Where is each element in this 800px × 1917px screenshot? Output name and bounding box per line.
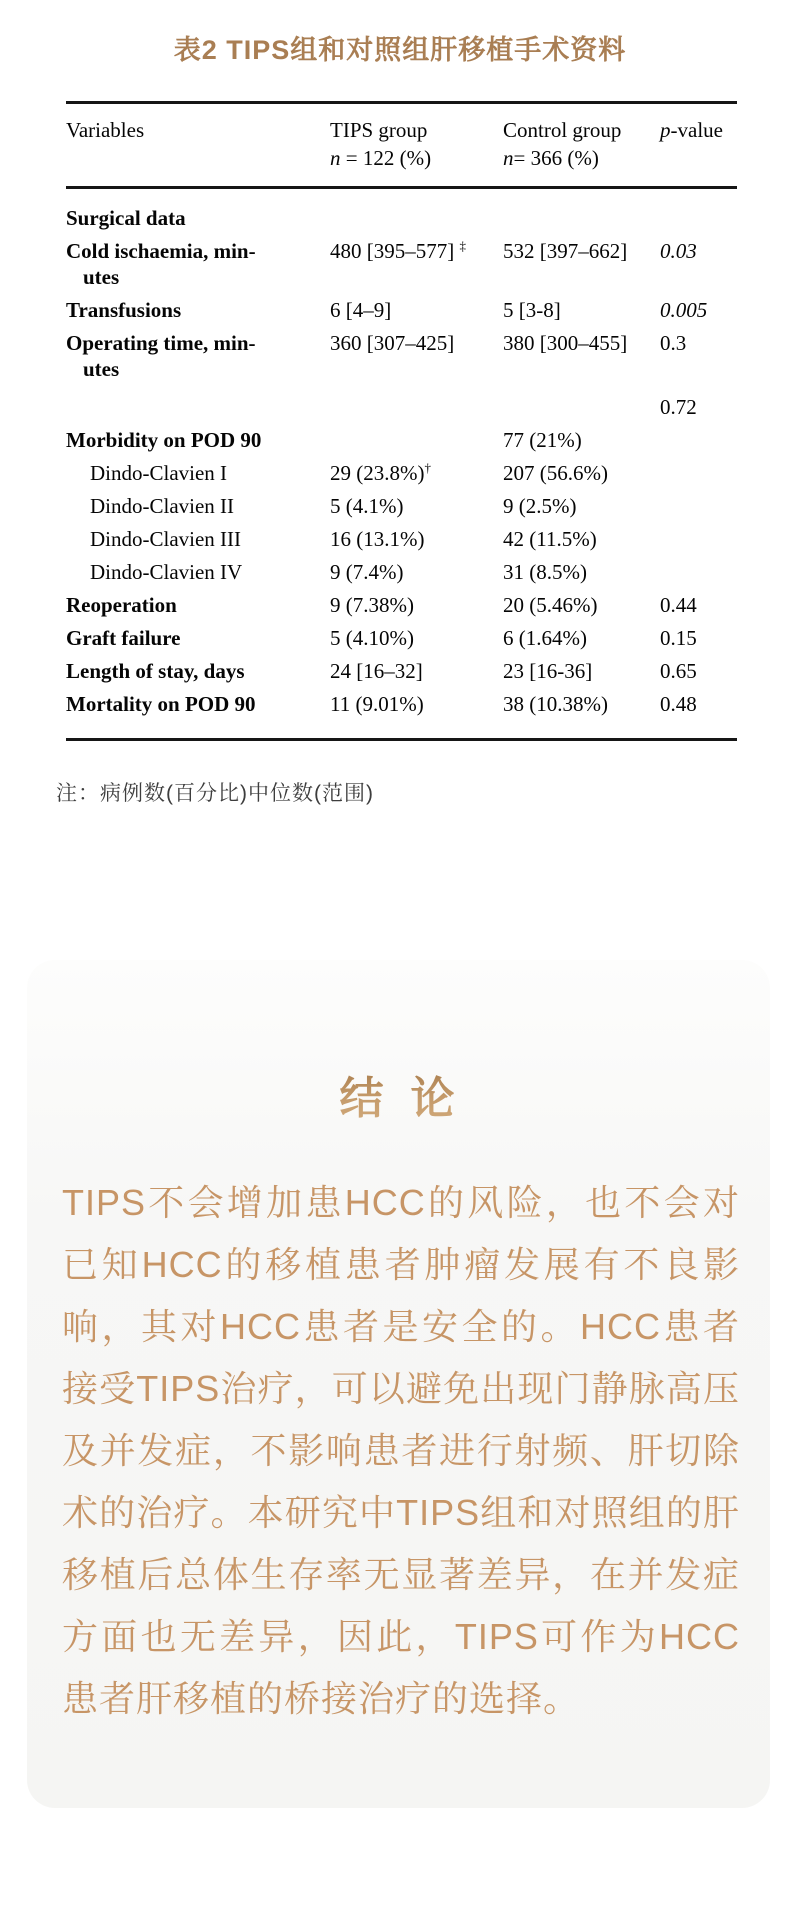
row-label-line1: Cold ischaemia, min- (66, 239, 256, 263)
row-control-value: 207 (56.6%) (503, 461, 608, 485)
row-p-value: 0.15 (660, 626, 697, 650)
header-control-n (503, 144, 660, 172)
row-label-line2: utes (83, 357, 120, 381)
row-tips-value: 5 (4.1%) (330, 494, 404, 518)
row-label: Dindo-Clavien II (90, 494, 235, 518)
row-label: Transfusions (66, 298, 182, 322)
header-control-n-symbol: n (503, 146, 514, 170)
table-row (66, 658, 737, 684)
conclusion-panel (27, 960, 770, 1808)
table-row (66, 592, 737, 618)
row-control-value: 20 (5.46%) (503, 593, 598, 617)
table-bottom-rule (66, 738, 737, 741)
row-tips-value: 6 [4–9] (330, 298, 392, 322)
row-label: Dindo-Clavien IV (90, 560, 243, 584)
header-tips-n-symbol: n (330, 146, 341, 170)
row-p-value: 0.48 (660, 692, 697, 716)
conclusion-heading: 结 论 (62, 1062, 740, 1126)
table-row (66, 493, 737, 519)
table-row (66, 427, 737, 453)
row-control-value: 6 (1.64%) (503, 626, 587, 650)
row-p-value: 0.005 (660, 298, 708, 322)
header-tips-group-label: TIPS group (330, 118, 428, 142)
row-control-value: 38 (10.38%) (503, 692, 608, 716)
row-label: Dindo-Clavien I (90, 461, 228, 485)
row-control-value: 31 (8.5%) (503, 560, 587, 584)
header-tips-group (330, 116, 503, 172)
row-control-value: 9 (2.5%) (503, 494, 577, 518)
header-p-value (660, 116, 737, 144)
row-tips-value: 29 (23.8%)† (330, 460, 431, 485)
row-label: Surgical data (66, 206, 186, 230)
header-variables: Variables (66, 118, 145, 142)
header-tips-n (330, 144, 503, 172)
row-tips-value: 24 [16–32] (330, 659, 423, 683)
table-row (66, 394, 737, 420)
row-p-value: 0.44 (660, 593, 697, 617)
row-label (66, 330, 330, 382)
table-row (66, 559, 737, 585)
row-control-value: 42 (11.5%) (503, 527, 597, 551)
table-row (66, 330, 737, 382)
table-footnote: 注：病例数(百分比)中位数(范围) (56, 782, 374, 805)
page-title: 表2 TIPS组和对照组肝移植手术资料 (173, 35, 627, 65)
row-label: Length of stay, days (66, 659, 245, 683)
row-tips-value: 480 [395–577] ‡ (330, 238, 466, 263)
table-row (66, 460, 737, 486)
row-control-value: 5 [3-8] (503, 298, 561, 322)
conclusion-paragraph: TIPS不会增加患HCC的风险，也不会对已知HCC的移植患者肿瘤发展有不良影响，其对HCC患者是安全的。HCC患者接受TIPS治疗，可以避免出现门静脉高压及并发症，不影响患者进行射频、肝切除术的治疗。本研究中TIPS组和对照组的肝移植后总体生存率无显著差异，在并发症方面也无差异，因此，TIPS可作为HCC患者肝移植的桥接治疗的选择。 (62, 1182, 740, 1719)
header-tips-n-count: = 122 (%) (340, 146, 432, 170)
row-control-value: 23 [16-36] (503, 659, 593, 683)
row-label-line1: Operating time, min- (66, 331, 256, 355)
row-p-value: 0.03 (660, 239, 697, 263)
row-tips-value: 16 (13.1%) (330, 527, 425, 551)
row-label (66, 238, 330, 290)
header-p-rest: -value (670, 118, 723, 142)
surgical-data-table (66, 101, 737, 741)
row-label-line2: utes (83, 265, 120, 289)
row-tips-value: 360 [307–425] (330, 331, 455, 355)
row-p-value: 0.65 (660, 659, 697, 683)
row-label: Dindo-Clavien III (90, 527, 242, 551)
table-row (66, 526, 737, 552)
table-body (66, 189, 737, 738)
table-row (66, 238, 737, 290)
row-p-value: 0.72 (660, 395, 697, 419)
row-label: Morbidity on POD 90 (66, 428, 262, 452)
table-row (66, 625, 737, 651)
row-label: Mortality on POD 90 (66, 692, 256, 716)
header-control-group-label: Control group (503, 118, 622, 142)
row-tips-value: 9 (7.4%) (330, 560, 404, 584)
table-header-row (66, 104, 737, 186)
row-tips-value: 11 (9.01%) (330, 692, 424, 716)
row-tips-value: 5 (4.10%) (330, 626, 414, 650)
row-label: Graft failure (66, 626, 181, 650)
row-label: Reoperation (66, 593, 177, 617)
row-tips-value: 9 (7.38%) (330, 593, 414, 617)
table-row (66, 205, 737, 231)
row-control-value: 380 [300–455] (503, 331, 628, 355)
header-p-symbol: p (660, 118, 671, 142)
row-p-value: 0.3 (660, 331, 687, 355)
row-control-value: 532 [397–662] (503, 239, 628, 263)
header-control-n-count: = 366 (%) (513, 146, 599, 170)
header-control-group (503, 116, 660, 172)
row-control-value: 77 (21%) (503, 428, 582, 452)
table-row (66, 297, 737, 323)
table-row (66, 691, 737, 717)
double-dagger-mark: ‡ (459, 238, 466, 253)
dagger-mark: † (424, 460, 431, 475)
